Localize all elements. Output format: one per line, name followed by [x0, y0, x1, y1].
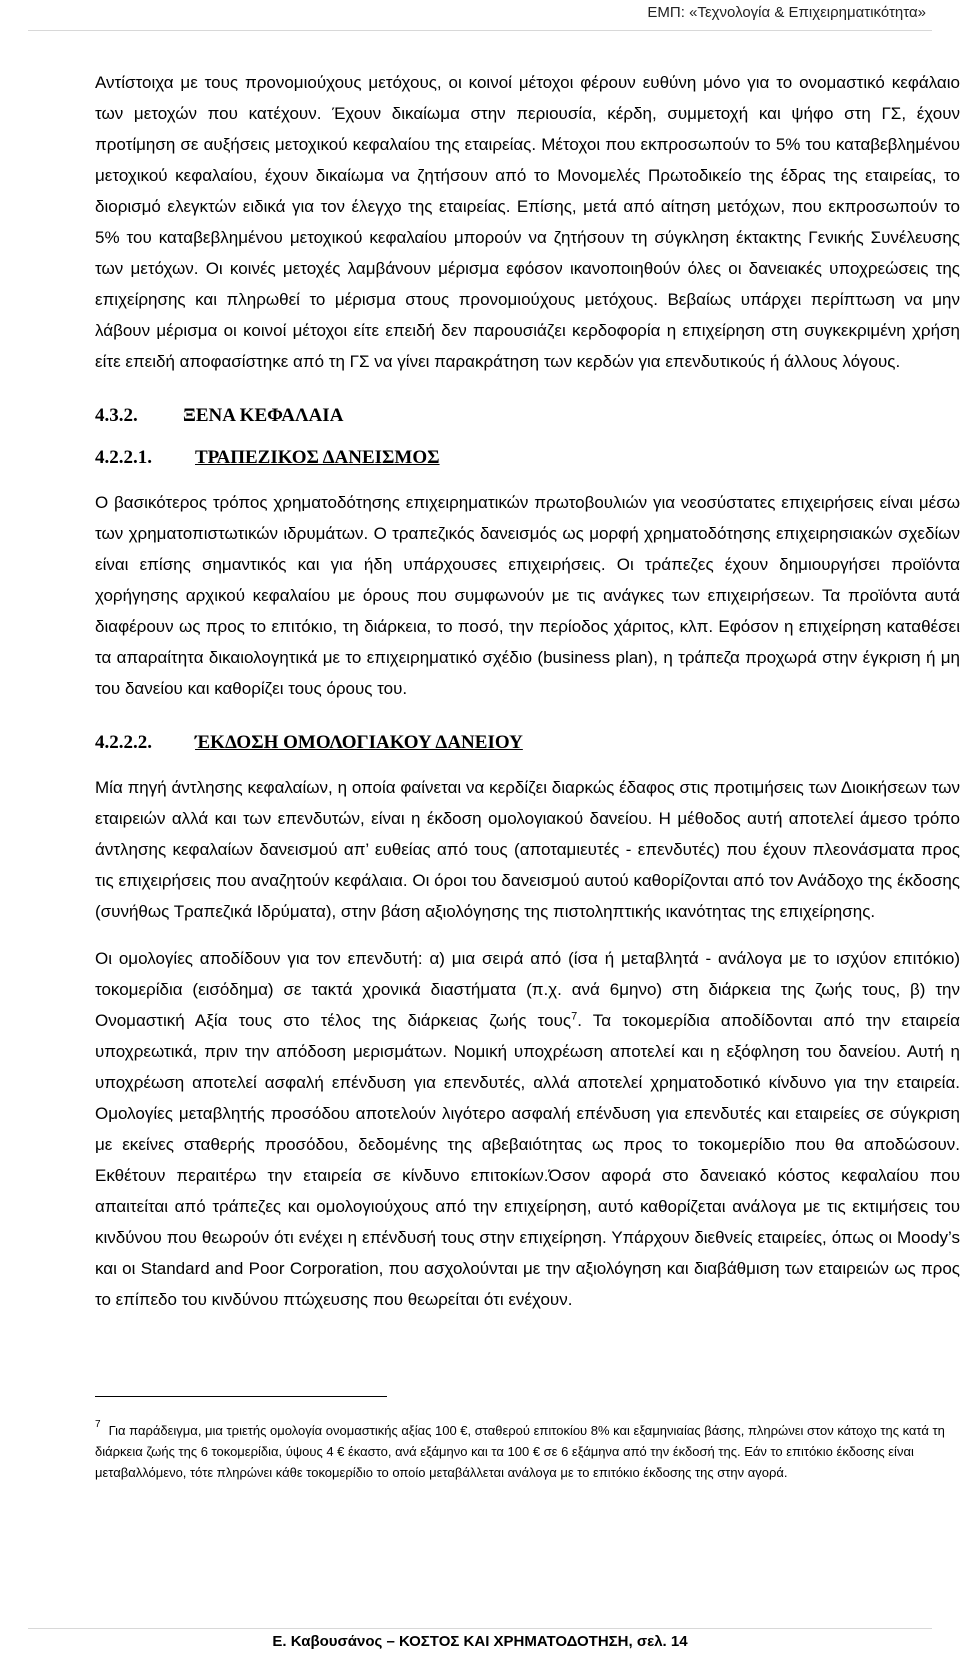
- subsection-title: ΈΚΔΟΣΗ ΟΜΟΛΟΓΙΑΚΟΥ ΔΑΝΕΙΟΥ: [195, 732, 523, 753]
- section-heading: [95, 405, 960, 427]
- subsection-heading-bank-loan: [95, 447, 960, 469]
- page-footer: Ε. Καβουσάνος – ΚΟΣΤΟΣ ΚΑΙ ΧΡΗΜΑΤΟΔΟΤΗΣΗ, σελ. 14: [272, 1633, 688, 1650]
- section-title: ΞΕΝΑ ΚΕΦΑΛΑΙΑ: [183, 405, 344, 426]
- section-number: 4.3.2.: [95, 405, 138, 426]
- footer-divider: [28, 1628, 932, 1629]
- subsection-number: 4.2.2.2.: [95, 732, 152, 753]
- header-divider: [28, 30, 932, 31]
- footnote-reference[interactable]: 7: [571, 1010, 578, 1023]
- paragraph-bond-yield: [95, 943, 960, 1315]
- footnote-divider: [95, 1396, 387, 1397]
- running-header: ΕΜΠ: «Τεχνολογία & Επιχειρηματικότητα»: [647, 4, 926, 21]
- footnote: [95, 1420, 955, 1483]
- subsection-heading-bond-issue: [95, 732, 960, 754]
- paragraph-bond-loan: Μία πηγή άντλησης κεφαλαίων, η οποία φαίνεται να κερδίζει διαρκώς έδαφος στις προτιμήσεις των Διοικήσεων των εταιρειών αλλά και των επενδυτών, είναι η έκδοση ομολογιακού δανείου. Η μέθοδος αυτή αποτελεί άμεσο τρόπο άντλησης κεφαλαίων δανεισμού απ’ ευθείας από τους (αποταμιευτές - επενδυτές) που έχουν πλεονάσματα προς τις επιχειρήσεις που αναζητούν κεφάλαια. Οι όροι του δανεισμού αυτού καθορίζονται από τον Ανάδοχο της έκδοσης (συνήθως Τραπεζικά Ιδρύματα), στην βάση αξιολόγησης της πιστοληπτικής ικανότητας της επιχείρησης.: [95, 778, 960, 921]
- paragraph-bank-loan: Ο βασικότερος τρόπος χρηματοδότησης επιχειρηματικών πρωτοβουλιών για νεοσύστατες επιχειρήσεις είναι μέσω των χρηματοπιστωτικών ιδρυμάτων. Ο τραπεζικός δανεισμός ως μορφή χρηματοδότησης επιχειρησιακών σχεδίων είναι επίσης σημαντικός και για ήδη υπάρχουσες επιχειρήσεις. Οι τράπεζες έχουν δημιουργήσει προϊόντα χορήγησης αρχικού κεφαλαίου με όρους που συμφωνούν με τις ανάγκες των επιχειρήσεων. Τα προϊόντα αυτά διαφέρουν ως προς το επιτόκιο, τη διάρκεια, το ποσό, την περίοδος χάριτος, κλπ. Εφόσον η επιχείρηση καταθέσει τα απαραίτητα δικαιολογητικά με το επιχειρηματικό σχέδιο (business plan), η τράπεζα προχωρά στην έγκριση ή μη του δανείου και καθορίζει τους όρους του.: [95, 493, 960, 698]
- footnote-number: 7: [95, 1419, 101, 1430]
- page-body: [95, 67, 960, 1315]
- footnote-text: Για παράδειγμα, μια τριετής ομολογία ονομαστικής αξίας 100 €, σταθερού επιτοκίου 8% και εξαμηνιαίας βάσης, πληρώνει στον κάτοχο της κατά τη διάρκεια ζωής της 6 τοκομερίδια, ύψους 4 € έκαστο, ανά εξάμηνο και τα 100 € σε 6 εξάμηνα από την έκδοσή της. Εάν το επιτόκιο έκδοσης είναι μεταβαλλόμενο, τότε πληρώνει κάθε τοκομερίδιο το οποίο μεταβάλλεται ανάλογα με το επιτόκιο έκδοσης της στην αγορά.: [95, 1423, 945, 1480]
- subsection-number: 4.2.2.1.: [95, 447, 152, 468]
- paragraph-text: Οι ομολογίες αποδίδουν για τον επενδυτή: α) μια σειρά από (ίσα ή μεταβλητά - ανάλογα με το ισχύον επιτόκιο) τοκομερίδια (εισόδημα) σε τακτά χρονικά διαστήματα (π.χ. ανά 6μηνο) στη διάρκεια της ζωής τους, β) την Ονομαστική Αξία τους στο τέλος της διάρκειας ζωής τους: [95, 949, 960, 1030]
- paragraph-common-shares: Αντίστοιχα με τους προνομιούχους μετόχους, οι κοινοί μέτοχοι φέρουν ευθύνη μόνο για το ονομαστικό κεφάλαιο των μετοχών που κατέχουν. Έχουν δικαίωμα στην περιουσία, κέρδη, συμμετοχή και ψήφο στη ΓΣ, έχουν προτίμηση σε αυξήσεις μετοχικού κεφαλαίου της εταιρείας. Μέτοχοι που εκπροσωπούν το 5% του καταβεβλημένου μετοχικού κεφαλαίου, έχουν δικαίωμα να ζητήσουν από το Μονομελές Πρωτοδικείο της έδρας της εταιρείας, το διορισμό ελεγκτών ειδικά για τον έλεγχο της εταιρείας. Επίσης, μετά από αίτηση μετόχων, που εκπροσωπούν το 5% του καταβεβλημένου μετοχικού κεφαλαίου μπορούν να ζητήσουν τη σύγκληση έκτακτης Γενικής Συνέλευσης των μετόχων. Οι κοινές μετοχές λαμβάνουν μέρισμα εφόσον ικανοποιηθούν όλες οι δανειακές υποχρεώσεις της επιχείρησης και πληρωθεί το μέρισμα στους προνομιούχους μετόχους. Βεβαίως υπάρχει περίπτωση να μην λάβουν μέρισμα οι κοινοί μέτοχοι είτε επειδή δεν παρουσιάζει κερδοφορία η επιχείρηση στη συγκεκριμένη χρήση είτε επειδή αποφασίστηκε από τη ΓΣ να γίνει παρακράτηση των κερδών για επενδυτικούς ή άλλους λόγους.: [95, 73, 960, 371]
- paragraph-text: . Τα τοκομερίδια αποδίδονται από την εταιρεία υποχρεωτικά, πριν την απόδοση μερισμάτων. Νομική υποχρέωση αποτελεί και η εξόφληση του δανείου. Αυτή η υποχρέωση αποτελεί ασφαλή επένδυση για επενδυτές, αλλά αποτελεί χρηματοδοτικό κίνδυνο για την εταιρεία. Ομολογίες μεταβλητής προσόδου αποτελούν λιγότερο ασφαλή επένδυση για επενδυτές και εταιρείες σε σύγκριση με εκείνες σταθερής προσόδου, δεδομένης της αβεβαιότητας ως προς το τοκομερίδιο που θα αποδώσουν. Εκθέτουν περαιτέρω την εταιρεία σε κίνδυνο επιτοκίων.Όσον αφορά στο δανειακό κόστος κεφαλαίου που απαιτείται από τράπεζες και ομολογιούχους από την επιχείρηση, αυτό καθορίζεται ανάλογα με τις εκτιμήσεις του κινδύνου που θεωρούν ότι ενέχει η επένδυσή τους στην επιχείρηση. Υπάρχουν διεθνείς εταιρείες, όπως οι Moody’s και οι Standard and Poor Corporation, που ασχολούνται με την αξιολόγηση και διαβάθμιση των εταιρειών ως προς το επίπεδο του κινδύνου πτώχευσης που θεωρείται ότι ενέχουν.: [95, 1011, 960, 1309]
- subsection-title: ΤΡΑΠΕΖΙΚΟΣ ΔΑΝΕΙΣΜΟΣ: [195, 447, 440, 468]
